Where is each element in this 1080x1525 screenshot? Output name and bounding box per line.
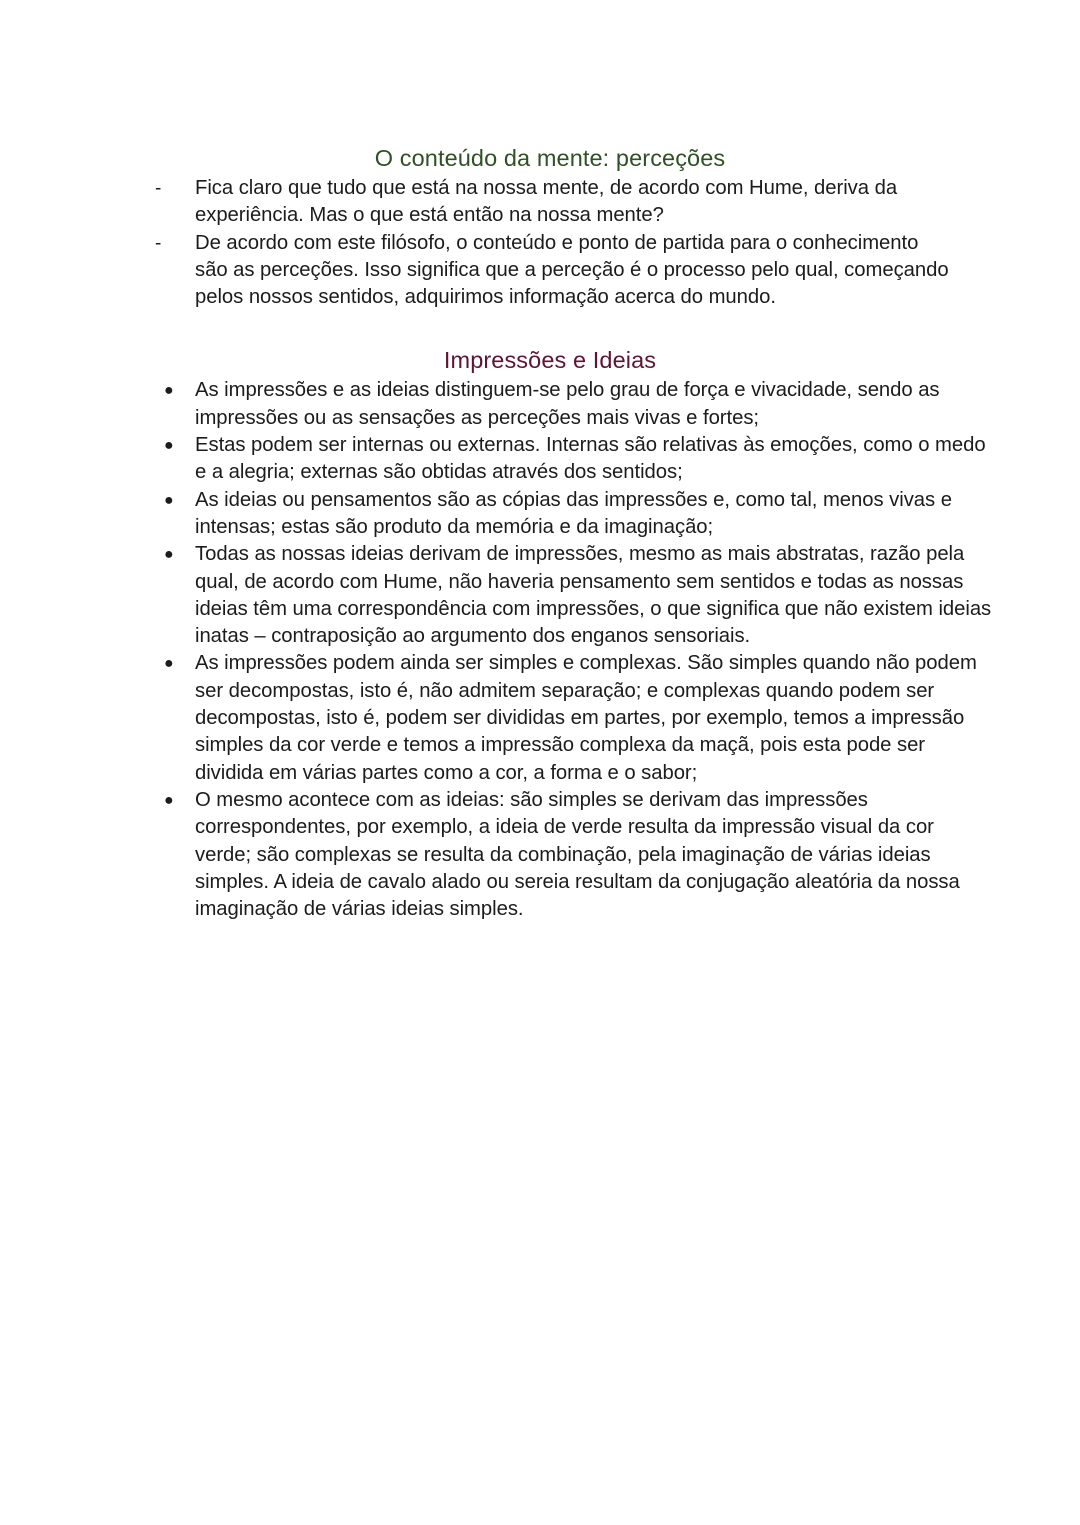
- list-item-text: As ideias ou pensamentos são as cópias das impressões e, como tal, menos vivas e intensas; estas são produto da memória e da imaginação;: [195, 488, 952, 538]
- list-conteudo-da-mente: [150, 175, 950, 311]
- list-item: [150, 377, 993, 432]
- list-item-text: Todas as nossas ideias derivam de impressões, mesmo as mais abstratas, razão pela qual, de acordo com Hume, não haveria pensamento sem sentidos e todas as nossas ideias têm uma correspondência com impressões, o que significa que não existem ideias inatas – contraposição ao argumento dos enganos sensoriais.: [195, 543, 992, 648]
- dot-bullet-icon: ●: [164, 546, 174, 564]
- list-item: [150, 230, 950, 312]
- section-heading-impressoes-e-ideias: Impressões e Ideias: [443, 347, 657, 374]
- list-impressoes-e-ideias: [150, 377, 992, 923]
- list-item: [150, 787, 993, 923]
- dash-bullet-icon: -: [155, 232, 162, 254]
- list-item-text: As impressões podem ainda ser simples e complexas. São simples quando não podem ser decompostas, isto é, não admitem separação; e complexas quando podem ser decompostas, isto é, podem ser divididas em partes, por exemplo, temos a impressão simples da cor verde e temos a impressão complexa da maçã, pois esta pode ser dividida em várias partes como a cor, a forma e o sabor;: [195, 652, 977, 784]
- list-item: [150, 175, 950, 230]
- document-content: [150, 143, 992, 923]
- dot-bullet-icon: ●: [164, 791, 174, 809]
- section-spacer: [150, 311, 950, 345]
- list-item-text: O mesmo acontece com as ideias: são simples se derivam das impressões correspondentes, por exemplo, a ideia de verde resulta da impressão visual da cor verde; são complexas se resulta da combinação, pela imaginação de várias ideias simples. A ideia de cavalo alado ou sereia resultam da conjugação aleatória da nossa imaginação de várias ideias simples.: [195, 788, 960, 921]
- list-item-text: De acordo com este filósofo, o conteúdo e ponto de partida para o conhecimento são as perceções. Isso significa que a perceção é o processo pelo qual, começando pelos nossos sentidos, adquirimos informação acerca do mundo.: [195, 231, 949, 309]
- dot-bullet-icon: ●: [164, 437, 174, 455]
- list-item: [150, 650, 993, 786]
- dot-bullet-icon: ●: [164, 382, 174, 400]
- dot-bullet-icon: ●: [164, 491, 174, 509]
- dot-bullet-icon: ●: [164, 655, 174, 673]
- dash-bullet-icon: -: [155, 178, 162, 199]
- list-item: [150, 432, 993, 487]
- list-item: [150, 487, 993, 542]
- section-heading-conteudo-da-mente: O conteúdo da mente: perceções: [374, 145, 726, 171]
- list-item: [150, 541, 993, 650]
- list-item-text: Estas podem ser internas ou externas. Internas são relativas às emoções, como o medo e a alegria; externas são obtidas através dos sentidos;: [195, 434, 986, 484]
- list-item-text: As impressões e as ideias distinguem-se pelo grau de força e vivacidade, sendo as impressões ou as sensações as perceções mais vivas e fortes;: [195, 379, 940, 429]
- list-item-text: Fica claro que tudo que está na nossa mente, de acordo com Hume, deriva da experiência. Mas o que está então na nossa mente?: [195, 177, 898, 227]
